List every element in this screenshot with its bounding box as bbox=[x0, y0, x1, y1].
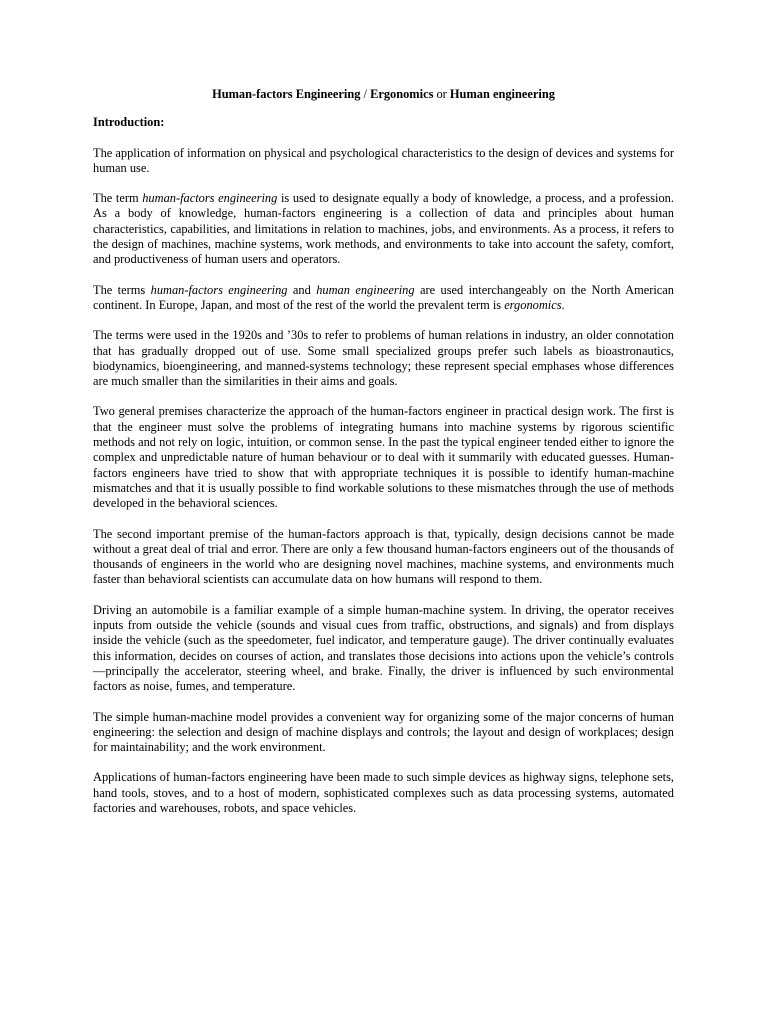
text-run: and bbox=[287, 282, 317, 297]
text-run: is used to designate equally a body of knowledge, a process, and a profession. As a body of knowledge, human-factors engineering is a collection of data and principles about human characteristics, capabilities, and limitations in relation to machines, jobs, and environments. As a process, it refers to the design of machines, machine systems, work methods, and environments to take into account the safety, comfort, and productiveness of human users and operators. bbox=[93, 191, 674, 267]
section-heading: Introduction: bbox=[93, 115, 165, 130]
title-part-human-engineering: Human engineering bbox=[449, 87, 555, 101]
paragraph-definition: The application of information on physical and psychological characteristics to the design of devices and systems for human use. bbox=[93, 145, 674, 175]
text-run: The term bbox=[93, 191, 143, 206]
paragraph-applications: Applications of human-factors engineering have been made to such simple devices as highway signs, telephone sets, hand tools, stoves, and to a host of modern, sophisticated complexes such as data processing systems, automated factories and warehouses, robots, and space vehicles. bbox=[93, 770, 674, 815]
italic-term: human-factors engineering bbox=[150, 282, 288, 297]
page-title bbox=[93, 87, 674, 102]
title-part-ergonomics: Ergonomics bbox=[370, 87, 434, 101]
paragraph-second-premise: The second important premise of the human-factors approach is that, typically, design decisions cannot be made without a great deal of trial and error. There are only a few thousand human-factors engineers out of the thousands of thousands of engineers in the world who are designing novel machines, machine systems, and environments much faster than behavioral scientists can accumulate data on how humans will respond to them. bbox=[93, 526, 674, 587]
text-run: The terms bbox=[93, 282, 151, 297]
document-page bbox=[93, 87, 674, 831]
text-run: are used interchangeably on the North American continent. In Europe, Japan, and most of the rest of the world the prevalent term is bbox=[93, 282, 674, 312]
paragraph-term bbox=[93, 191, 674, 267]
title-part-human-factors: Human-factors Engineering bbox=[212, 87, 361, 101]
italic-term: ergonomics bbox=[504, 297, 562, 312]
paragraph-terms-usage bbox=[93, 283, 674, 314]
italic-term: human engineering bbox=[316, 282, 415, 297]
title-separator-slash: / bbox=[360, 87, 371, 101]
italic-term: human-factors engineering bbox=[142, 191, 278, 206]
paragraph-model: The simple human-machine model provides a convenient way for organizing some of the major concerns of human engineering: the selection and design of machine displays and controls; the layout and design of workplaces; design for maintainability; and the work environment. bbox=[93, 709, 674, 755]
paragraph-first-premise: Two general premises characterize the approach of the human-factors engineer in practical design work. The first is that the engineer must solve the problems of integrating humans into machine systems by rigorous scientific methods and not rely on logic, intuition, or common sense. In the past the typical engineer tended either to ignore the complex and unpredictable nature of human behaviour or to deal with it summarily with educated guesses. Human-factors engineers have tried to show that with appropriate techniques it is possible to identify human-machine mismatches and that it is usually possible to find workable solutions to these mismatches through the use of methods developed in the behavioral sciences. bbox=[93, 404, 674, 511]
text-run: . bbox=[561, 297, 565, 312]
paragraph-history: The terms were used in the 1920s and ’30s to refer to problems of human relations in industry, an older connotation that has gradually dropped out of use. Some small specialized groups prefer such labels as bioastronautics, biodynamics, bioengineering, and manned-systems technology; these represent special emphases whose differences are much smaller than the similarities in their aims and goals. bbox=[93, 328, 674, 389]
paragraph-automobile-example: Driving an automobile is a familiar example of a simple human-machine system. In driving, the operator receives inputs from outside the vehicle (sounds and visual cues from traffic, obstructions, and signals) and from displays inside the vehicle (such as the speedometer, fuel indicator, and temperature gauge). The driver continually evaluates this information, decides on courses of action, and translates those decisions into actions upon the vehicle’s controls—principally the accelerator, steering wheel, and brake. Finally, the driver is influenced by such environmental factors as noise, fumes, and temperature. bbox=[93, 602, 674, 694]
title-separator-or: or bbox=[433, 87, 450, 101]
